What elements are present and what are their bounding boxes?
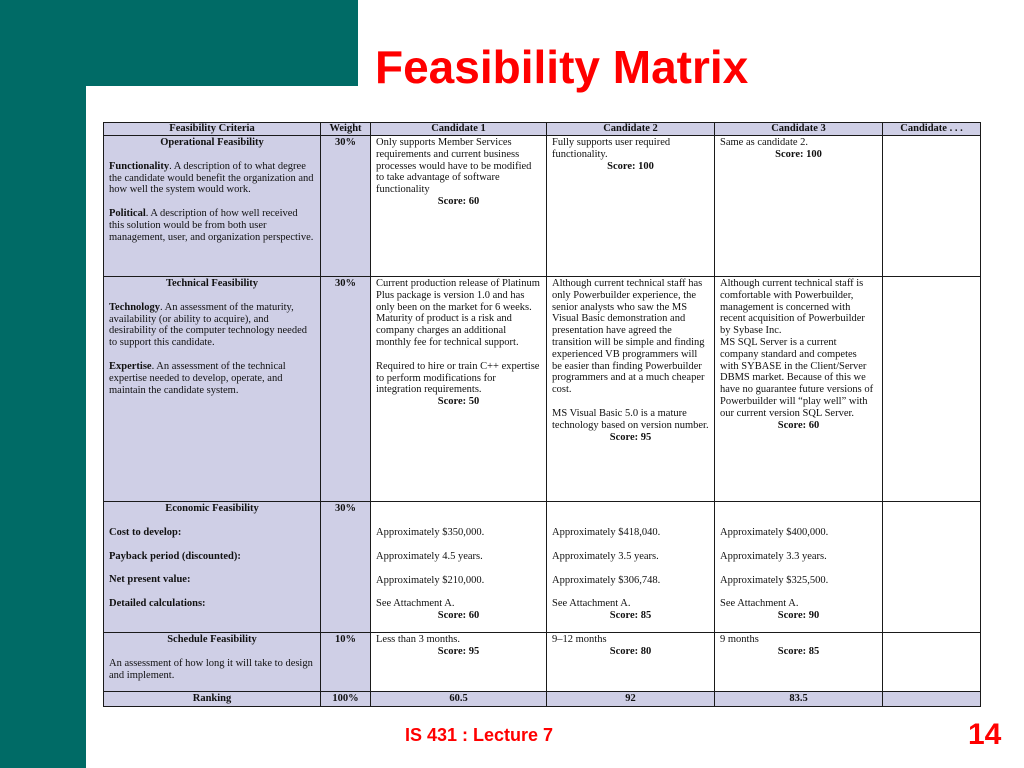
economic-c3-payback: Approximately 3.3 years.: [720, 550, 827, 562]
operational-c3-cell: [715, 136, 883, 277]
schedule-c2-text: 9–12 months: [552, 634, 607, 645]
table-header-row: [104, 123, 981, 136]
ranking-weight: 100%: [321, 692, 371, 707]
schedule-c2-cell: [547, 633, 715, 692]
ranking-c1: 60.5: [371, 692, 547, 707]
ranking-c3: 83.5: [715, 692, 883, 707]
operational-c3-text: Same as candidate 2.: [720, 137, 809, 148]
technical-c3-para1: Although current technical staff is comfortable with Powerbuilder, management is concerned with recent acquisition of Powerbuilder by Sybase Inc.: [720, 278, 865, 337]
political-text: . A description of how well received this solution would be from both user management, user, and organization perspective.: [109, 208, 314, 243]
economic-c1-payback: Approximately 4.5 years.: [376, 550, 483, 562]
page-number: 14: [968, 718, 1002, 751]
operational-c2-text: Fully supports user required functionality.: [552, 137, 671, 160]
economic-c3-score: Score: 90: [777, 610, 820, 622]
technical-c1-cell: [371, 277, 547, 502]
operational-weight: 30%: [321, 136, 371, 277]
operational-c1-score: Score: 60: [437, 195, 480, 207]
technology-text: . An assessment of the maturity, availability (or ability to acquire), and desirability of the computer technology needed to support this candidate.: [109, 301, 307, 349]
schedule-c1-text: Less than 3 months.: [376, 634, 460, 645]
technical-c3-score: Score: 60: [777, 419, 820, 431]
header-feasibility-criteria: Feasibility Criteria: [104, 123, 321, 136]
technology-term: Technology: [109, 301, 160, 313]
economic-c2-payback: Approximately 3.5 years.: [552, 550, 659, 562]
row-technical: [104, 277, 981, 502]
economic-c2-cost: Approximately $418,040.: [552, 527, 661, 538]
ranking-c2: 92: [547, 692, 715, 707]
economic-c2-npv: Approximately $306,748.: [552, 574, 661, 586]
economic-c1-cost: Approximately $350,000.: [376, 527, 485, 538]
economic-label-cost: Cost to develop:: [109, 526, 182, 538]
technical-c1-para2: Required to hire or train C++ expertise to perform modifications for integration requirements.: [376, 360, 540, 396]
slide-footer: IS 431 : Lecture 7: [405, 725, 554, 745]
economic-c2-calculations: See Attachment A.: [552, 598, 631, 610]
schedule-criteria-cell: [104, 633, 321, 692]
schedule-c2-score: Score: 80: [609, 645, 652, 657]
political-desc: [109, 208, 315, 243]
ranking-label: Ranking: [104, 692, 321, 707]
ranking-c4: [883, 692, 981, 707]
row-schedule: [104, 633, 981, 692]
technical-c2-score: Score: 95: [609, 431, 652, 443]
economic-c1-cell: [371, 502, 547, 633]
economic-c4-cell: [883, 502, 981, 633]
row-ranking: [104, 692, 981, 707]
technical-heading: Technical Feasibility: [165, 278, 259, 289]
row-operational: [104, 136, 981, 277]
operational-c1-text: Only supports Member Services requirements and current business processes would have to be modified to take advantage of software functionality: [376, 137, 532, 196]
operational-c4-cell: [883, 136, 981, 277]
economic-c1-score: Score: 60: [437, 610, 480, 622]
top-band: [0, 0, 358, 86]
operational-c2-cell: [547, 136, 715, 277]
political-term: Political: [109, 208, 146, 220]
functionality-term: Functionality: [109, 160, 170, 172]
economic-heading: Economic Feasibility: [165, 503, 259, 514]
expertise-text: . An assessment of the technical expertise needed to develop, operate, and maintain the candidate system.: [109, 360, 286, 396]
technical-c3-cell: [715, 277, 883, 502]
header-weight: Weight: [321, 123, 371, 136]
schedule-desc: An assessment of how long it will take to design and implement.: [109, 657, 313, 681]
header-candidate-2: Candidate 2: [547, 123, 715, 136]
technical-criteria-cell: [104, 277, 321, 502]
technical-c4-cell: [883, 277, 981, 502]
economic-c3-cell: [715, 502, 883, 633]
schedule-c3-cell: [715, 633, 883, 692]
economic-c1-calculations: See Attachment A.: [376, 598, 455, 610]
operational-heading: Operational Feasibility: [160, 137, 264, 148]
header-candidate-1: Candidate 1: [371, 123, 547, 136]
economic-weight: 30%: [321, 502, 371, 633]
technology-desc: [109, 302, 315, 349]
expertise-term: Expertise: [109, 360, 152, 372]
economic-c1-npv: Approximately $210,000.: [376, 574, 485, 586]
technical-c2-cell: [547, 277, 715, 502]
slide-title: Feasibility Matrix: [375, 41, 749, 93]
schedule-heading: Schedule Feasibility: [167, 634, 257, 645]
functionality-desc: [109, 161, 315, 196]
economic-label-npv: Net present value:: [109, 574, 191, 586]
technical-c1-para1: Current production release of Platinum Plus package is version 1.0 and has only been on the market for 6 weeks. Maturity of product is a risk and company charges an additional monthly fee for technical support.: [376, 278, 540, 348]
schedule-weight: 10%: [321, 633, 371, 692]
schedule-c3-score: Score: 85: [777, 645, 820, 657]
feasibility-matrix-table: [103, 122, 981, 707]
schedule-c1-cell: [371, 633, 547, 692]
schedule-c1-score: Score: 95: [437, 645, 480, 657]
economic-c2-score: Score: 85: [609, 610, 652, 622]
row-economic: [104, 502, 981, 633]
schedule-c4-cell: [883, 633, 981, 692]
expertise-desc: [109, 361, 315, 396]
operational-criteria-cell: [104, 136, 321, 277]
functionality-text: . A description of to what degree the candidate would benefit the organization and how well the system would work.: [109, 160, 314, 196]
economic-c2-cell: [547, 502, 715, 633]
header-candidate-3: Candidate 3: [715, 123, 883, 136]
technical-c1-score: Score: 50: [437, 396, 480, 408]
economic-c3-npv: Approximately $325,500.: [720, 574, 829, 586]
economic-label-calculations: Detailed calculations:: [109, 598, 206, 610]
economic-c3-calculations: See Attachment A.: [720, 598, 799, 610]
technical-c2-para2: MS Visual Basic 5.0 is a mature technology based on version number.: [552, 407, 709, 431]
operational-c2-score: Score: 100: [607, 160, 654, 172]
economic-label-payback: Payback period (discounted):: [109, 550, 241, 562]
operational-c1-cell: [371, 136, 547, 277]
technical-c2-para1: Although current technical staff has only Powerbuilder experience, the senior analysts who saw the MS Visual Basic demonstration and presentation have agreed the transition will be simple and finding experienced VB programmers will be easier than finding Powerbuilder programmers and at a much cheaper cost.: [552, 278, 705, 396]
economic-criteria-cell: [104, 502, 321, 633]
operational-c3-score: Score: 100: [775, 148, 822, 160]
header-candidate-more: Candidate . . .: [883, 123, 981, 136]
economic-c3-cost: Approximately $400,000.: [720, 527, 829, 538]
technical-weight: 30%: [321, 277, 371, 502]
schedule-c3-text: 9 months: [720, 634, 759, 645]
technical-c3-para2: MS SQL Server is a current company standard and competes with SYBASE in the Client/Server DBMS market. Because of this we have no guarantee future versions of Powerbuilder will “play well” with our current version SQL Server.: [720, 336, 874, 419]
sidebar-band: [0, 0, 86, 768]
